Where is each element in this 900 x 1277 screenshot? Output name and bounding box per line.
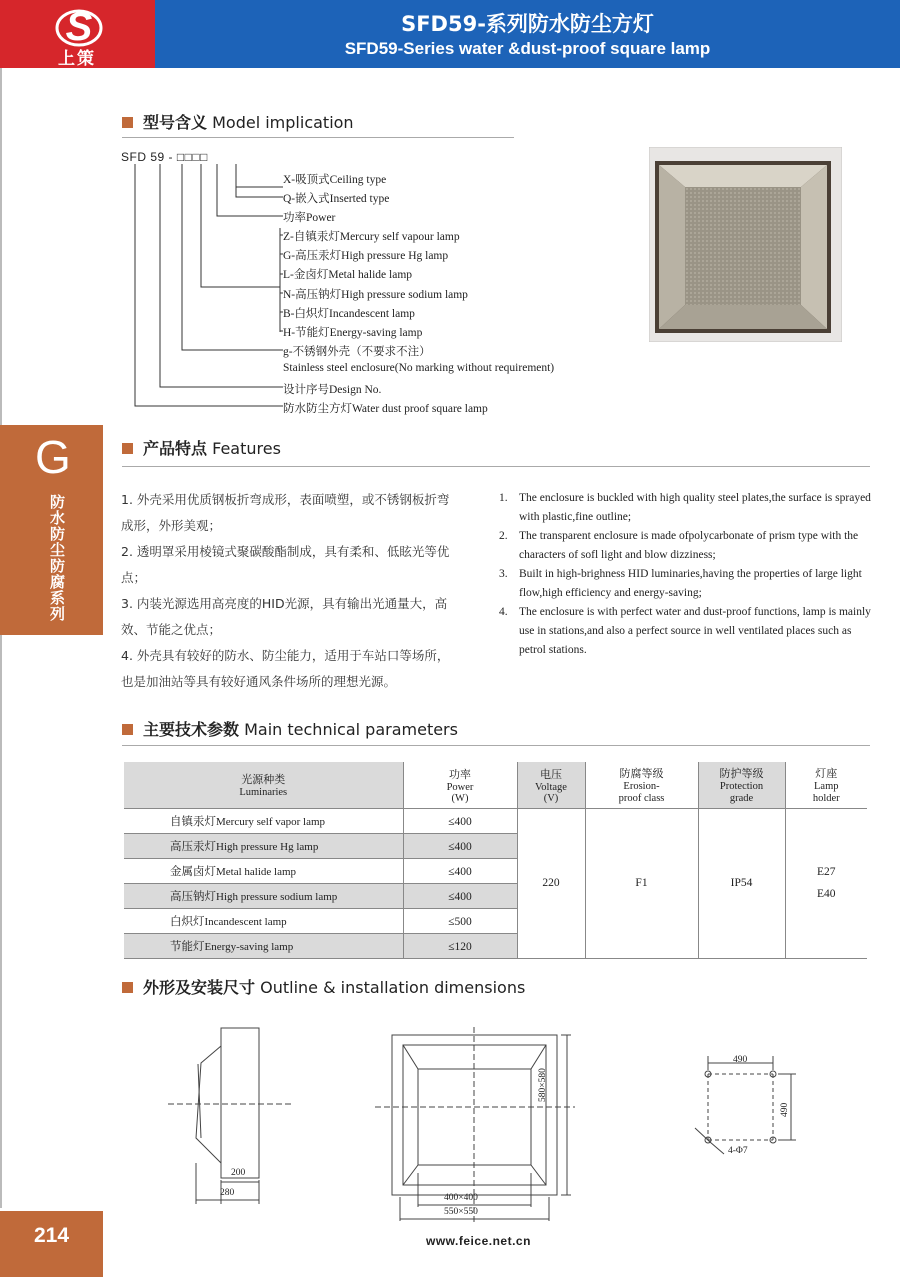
- params-table: [124, 762, 867, 959]
- table-row: 高压钠灯High pressure sodium lamp ≤400: [124, 883, 867, 908]
- svg-text:S: S: [65, 5, 93, 48]
- outline-heading: 外形及安装尺寸 Outline & installation dimensions: [122, 975, 525, 998]
- side-view-drawing: [168, 1018, 298, 1208]
- model-line-power: 功率Power: [283, 212, 336, 224]
- feature-cn-1: 1. 外壳采用优质钢板折弯成形，表面喷塑，或不锈钢板折弯成形，外形美观；: [121, 492, 450, 533]
- holder-cell: E27 E40: [785, 808, 867, 958]
- feature-cn-3: 3. 内装光源选用高亮度的HID光源，具有输出光通量大，高效、节能之优点；: [121, 596, 448, 637]
- feature-cn-4: 4. 外壳具有较好的防水、防尘能力，适用于车站口等场所，也是加油站等具有较好通风条件场所的理想光源。: [121, 648, 450, 689]
- table-row: 节能灯Energy-saving lamp ≤120: [124, 933, 867, 958]
- table-row: 金属卤灯Metal halide lamp ≤400: [124, 858, 867, 883]
- dim-490-top: 490: [733, 1055, 748, 1065]
- category-label: 防水防尘防腐系列: [50, 493, 66, 623]
- model-code: SFD 59 - □□□□: [121, 150, 208, 164]
- features-cn: [121, 487, 456, 695]
- dim-400: 400×400: [444, 1193, 478, 1203]
- feature-en-2: 2. The transparent enclosure is made ofpolycarbonate of prism type with the characters of sofl light and blow dizziness;: [499, 530, 859, 561]
- model-line-ceiling: X-吸顶式Ceiling type: [283, 174, 387, 186]
- model-line-product: 防水防尘方灯Water dust proof square lamp: [283, 403, 488, 415]
- model-line-energy: H-节能灯Energy-saving lamp: [283, 327, 423, 339]
- model-line-design: 设计序号Design No.: [283, 384, 382, 396]
- feature-en-3: 3. Built in high-brighness HID luminaries,having the properties of large light flow,high efficiency and energy-saving;: [499, 568, 862, 599]
- product-photo: [649, 147, 842, 342]
- page-number: 214: [33, 1224, 70, 1247]
- th-erosion: 防腐等级 Erosion-proof class: [585, 762, 698, 808]
- features-heading-rule: [122, 466, 870, 467]
- model-line-hg: G-高压汞灯High pressure Hg lamp: [283, 250, 449, 262]
- features-en: [499, 489, 874, 660]
- table-row: 高压汞灯High pressure Hg lamp ≤400: [124, 833, 867, 858]
- params-heading-rule: [122, 745, 870, 746]
- dim-280: 280: [220, 1188, 235, 1198]
- page-title-en: SFD59-Series water &dust-proof square lamp: [344, 39, 711, 58]
- dim-490-right: 490: [780, 1102, 790, 1117]
- table-row: 自镇汞灯Mercury self vapor lamp ≤400 220 F1 IP54 E27 E40: [124, 808, 867, 833]
- footer-url[interactable]: www.feice.net.cn: [426, 1234, 531, 1248]
- model-line-mercury: Z-自镇汞灯Mercury self vapour lamp: [283, 231, 460, 243]
- dim-580: 580×580: [538, 1068, 548, 1102]
- th-luminaries: 光源种类 Luminaries: [124, 762, 403, 808]
- category-letter: G: [35, 431, 71, 483]
- model-line-stainless-en: Stainless steel enclosure(No marking without requirement): [283, 362, 555, 374]
- model-line-sodium: N-高压钠灯High pressure sodium lamp: [283, 289, 468, 301]
- features-heading: 产品特点 Features: [122, 436, 281, 459]
- feature-en-4: 4. The enclosure is with perfect water and dust-proof functions, lamp is mainly use in stations,and also a perfect source in well ventilated places such as petrol stations.: [499, 606, 871, 656]
- params-heading: 主要技术参数 Main technical parameters: [122, 717, 458, 740]
- model-bracket-lines: [0, 0, 300, 420]
- erosion-cell: F1: [585, 808, 698, 958]
- model-line-halide: L-金卤灯Metal halide lamp: [283, 269, 413, 281]
- dim-550: 550×550: [444, 1207, 478, 1217]
- model-heading: 型号含义 Model implication: [122, 110, 354, 133]
- th-voltage: 电压 Voltage (V): [517, 762, 585, 808]
- feature-cn-2: 2. 透明罩采用棱镜式聚碳酸酯制成，具有柔和、低眩光等优点；: [121, 544, 450, 585]
- dim-200: 200: [231, 1168, 246, 1178]
- model-line-stainless-cn: g-不锈钢外壳（不要求不注）: [283, 346, 431, 358]
- table-row: 白炽灯Incandescent lamp ≤500: [124, 908, 867, 933]
- page-title-cn: SFD59-系列防水防尘方灯: [401, 12, 654, 36]
- th-power: 功率 Power (W): [403, 762, 517, 808]
- protection-cell: IP54: [698, 808, 785, 958]
- model-line-inserted: Q-嵌入式Inserted type: [283, 193, 390, 205]
- params-header-row: [124, 762, 867, 808]
- model-line-incandescent: B-白炽灯Incandescent lamp: [283, 308, 415, 320]
- logo-text: 上策: [58, 49, 96, 69]
- feature-en-1: 1. The enclosure is buckled with high quality steel plates,the surface is sprayed with plastic,fine outline;: [499, 492, 871, 523]
- voltage-cell: 220: [517, 808, 585, 958]
- th-protection: 防护等级 Protection grade: [698, 762, 785, 808]
- th-holder: 灯座 Lamp holder: [785, 762, 867, 808]
- dim-holes: 4-Φ7: [728, 1146, 748, 1156]
